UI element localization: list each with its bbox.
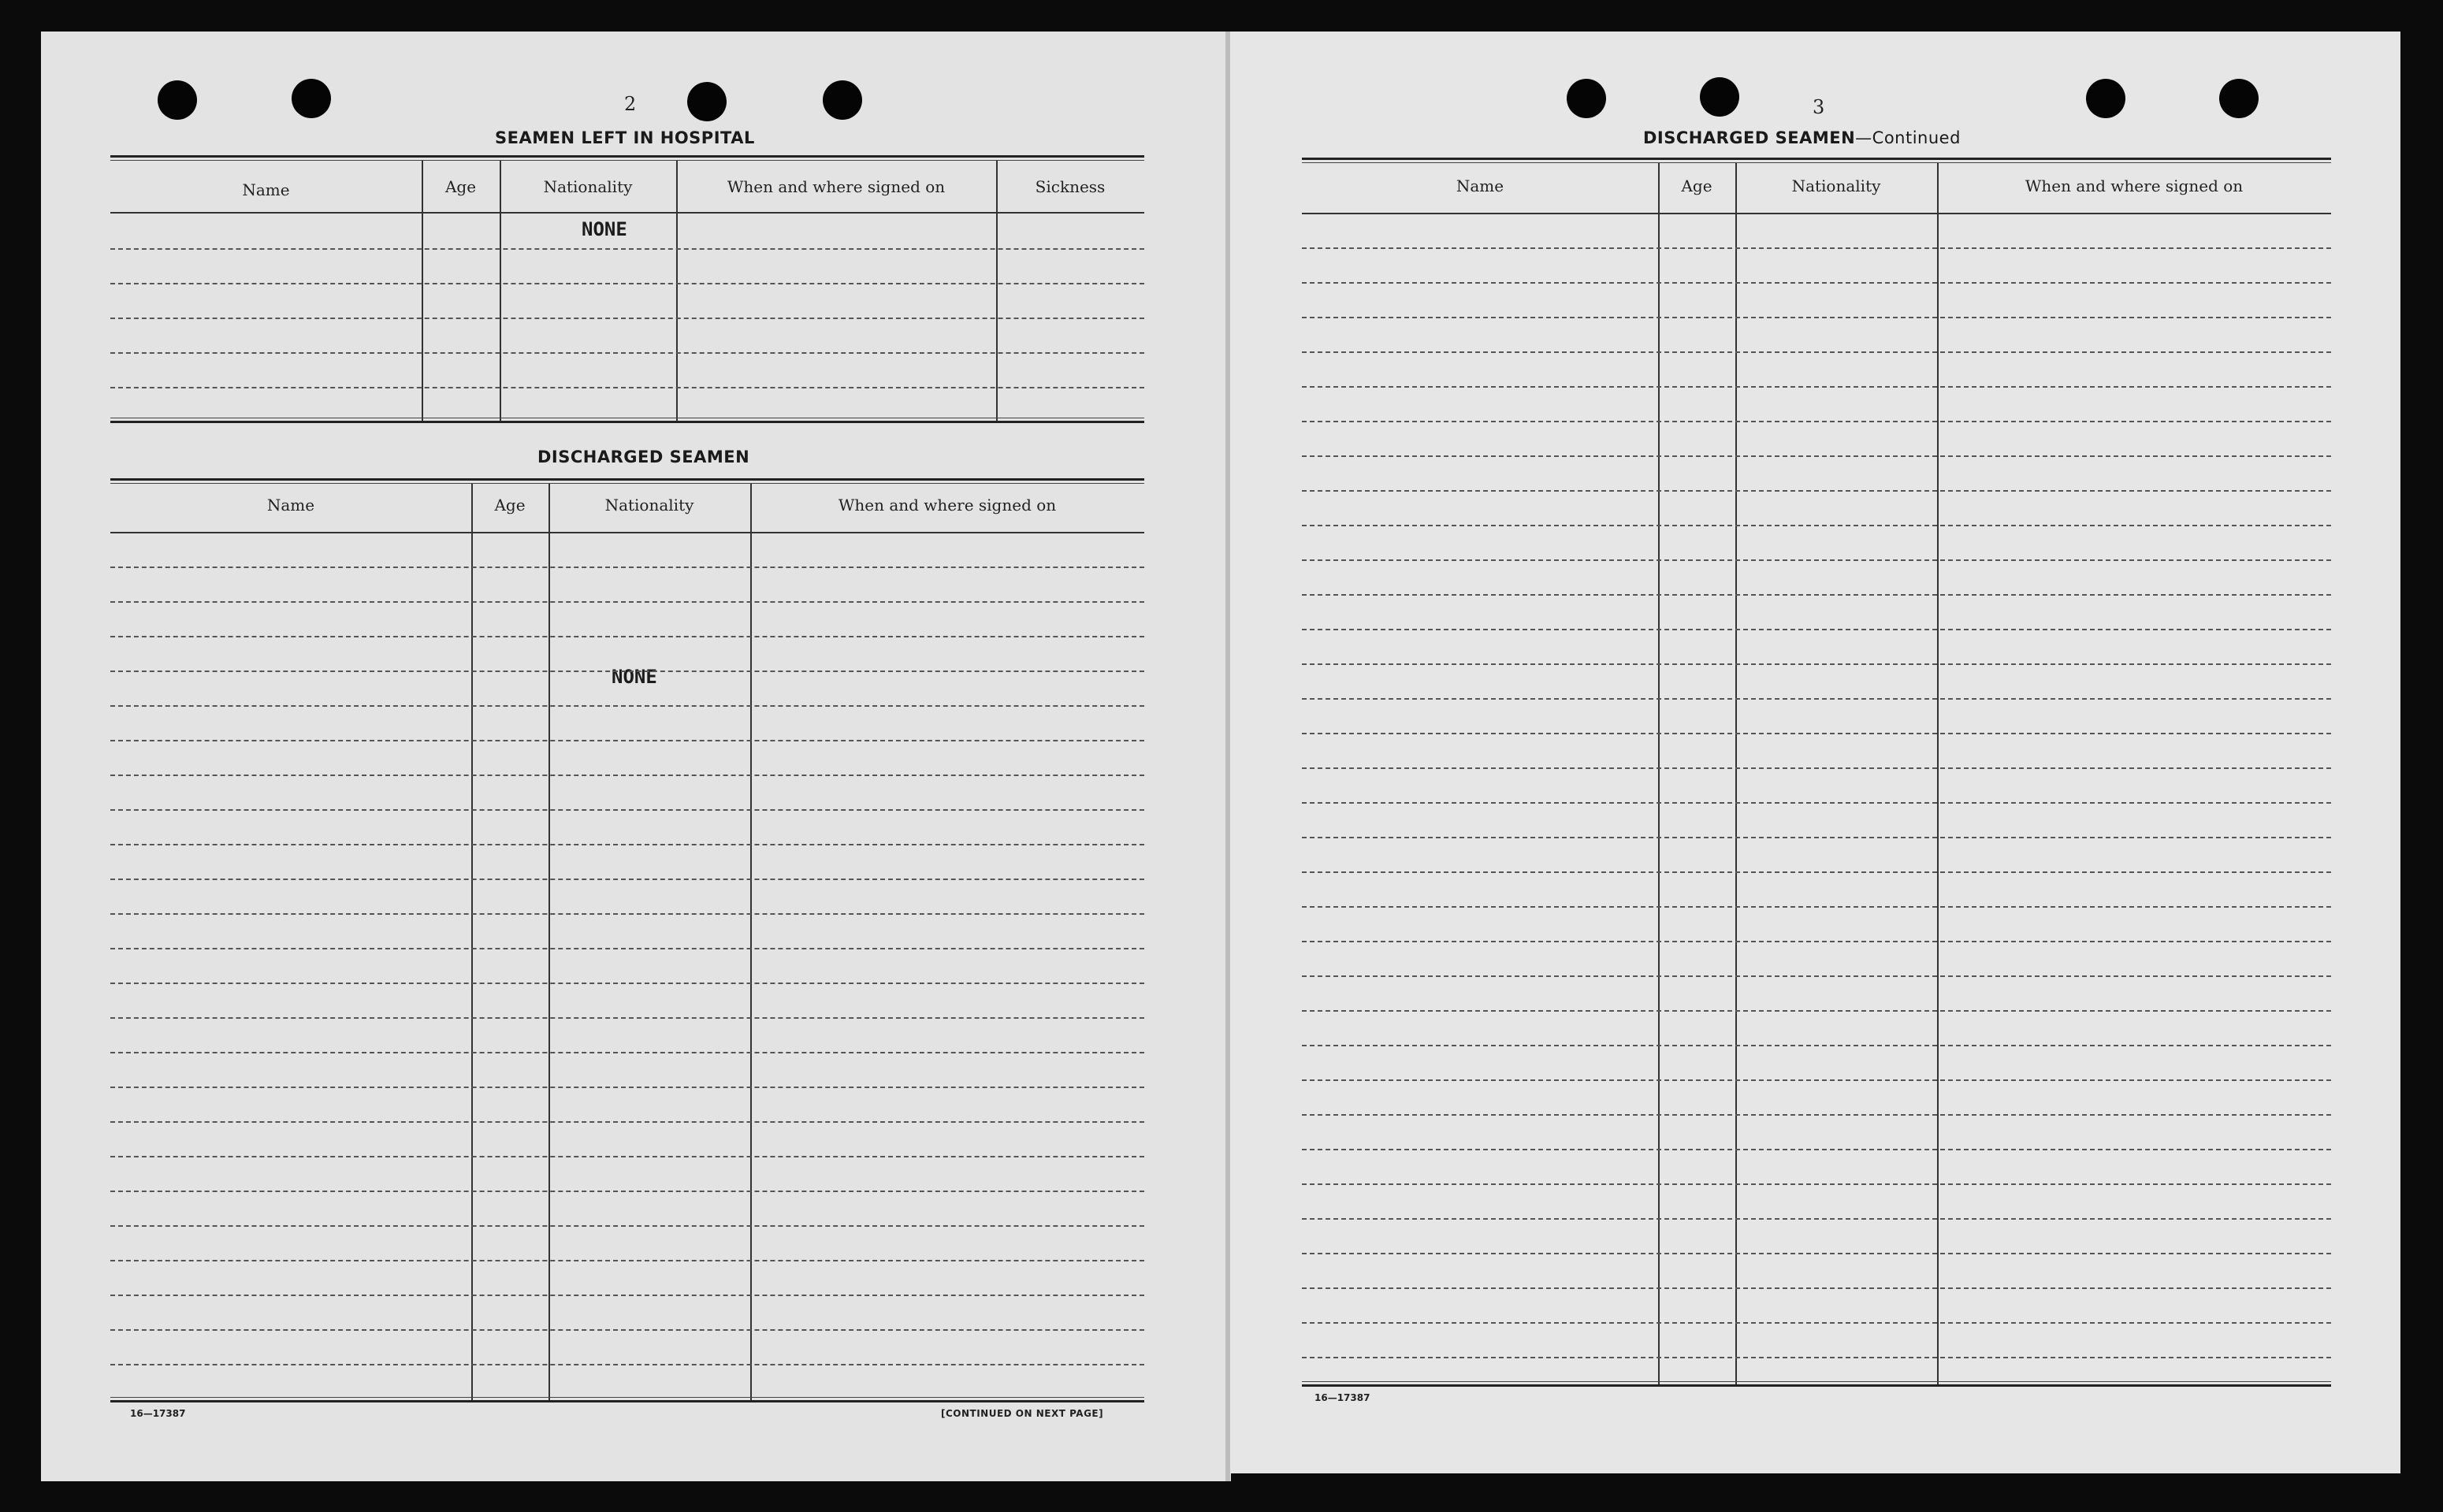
table-row <box>1302 1357 2331 1358</box>
table-row <box>1302 1322 2331 1324</box>
column-header-nationality: Nationality <box>604 496 694 515</box>
table-row <box>110 283 1144 284</box>
table-row <box>110 913 1144 915</box>
section-title-main: DISCHARGED SEAMEN <box>1643 128 1856 147</box>
table-row <box>110 1364 1144 1365</box>
table-row <box>1302 351 2331 353</box>
column-divider <box>471 484 473 1402</box>
continued-note: [CONTINUED ON NEXT PAGE] <box>941 1408 1104 1419</box>
page-number: 2 <box>624 93 637 115</box>
column-header-signed-on: When and where signed on <box>838 496 1057 515</box>
table-top-rule <box>1302 158 2331 163</box>
table-row <box>1302 594 2331 596</box>
discharged-table <box>110 478 1144 1402</box>
column-header-name: Name <box>266 496 315 515</box>
hospital-table <box>110 155 1144 423</box>
table-row <box>110 601 1144 603</box>
table-bottom-rule <box>110 1397 1144 1402</box>
table-row <box>110 567 1144 568</box>
table-row <box>110 387 1144 388</box>
table-row <box>1302 663 2331 665</box>
column-divider <box>676 161 678 423</box>
table-row <box>1302 1045 2331 1046</box>
table-row <box>1302 802 2331 804</box>
table-row <box>1302 1287 2331 1289</box>
section-title-suffix: —Continued <box>1855 128 1961 147</box>
table-row <box>1302 1183 2331 1185</box>
table-row <box>1302 1149 2331 1150</box>
header-rule <box>110 532 1144 533</box>
punch-hole <box>687 82 727 121</box>
section-title-hospital: SEAMEN LEFT IN HOSPITAL <box>495 128 755 147</box>
table-row <box>110 671 1144 672</box>
column-header-signed-on: When and where signed on <box>2025 176 2244 195</box>
column-divider <box>422 161 423 423</box>
column-header-name: Name <box>242 180 290 199</box>
page-gutter <box>1225 32 1230 1481</box>
column-header-age: Age <box>444 177 477 196</box>
column-header-age: Age <box>494 496 526 515</box>
table-row <box>110 844 1144 845</box>
table-row <box>110 318 1144 319</box>
discharged-continued-table <box>1302 158 2331 1387</box>
table-row <box>1302 837 2331 838</box>
section-title-discharged-continued <box>1643 128 1961 147</box>
table-row <box>1302 1010 2331 1012</box>
table-row <box>1302 733 2331 734</box>
table-top-rule <box>110 155 1144 161</box>
header-rule <box>1302 213 2331 214</box>
table-row <box>1302 317 2331 318</box>
table-row <box>1302 975 2331 977</box>
table-row <box>110 705 1144 707</box>
nationality-entry: NONE <box>582 218 627 240</box>
column-divider <box>1658 163 1660 1387</box>
table-row <box>110 1087 1144 1088</box>
column-divider <box>1937 163 1939 1387</box>
punch-hole <box>1700 77 1739 117</box>
table-row <box>110 636 1144 637</box>
form-number: 16—17387 <box>130 1408 186 1419</box>
table-row <box>110 1156 1144 1157</box>
table-row <box>1302 455 2331 457</box>
table-row <box>1302 559 2331 561</box>
column-header-nationality: Nationality <box>1791 176 1881 195</box>
table-row <box>110 1191 1144 1192</box>
table-row <box>110 740 1144 741</box>
table-row <box>1302 386 2331 388</box>
table-row <box>110 809 1144 811</box>
table-row <box>110 775 1144 776</box>
table-row <box>1302 941 2331 942</box>
table-row <box>110 1329 1144 1331</box>
page-number: 3 <box>1813 96 1825 118</box>
table-row <box>110 983 1144 984</box>
table-row <box>1302 1079 2331 1081</box>
punch-hole <box>2219 79 2259 118</box>
table-row <box>1302 1253 2331 1254</box>
table-row <box>110 1295 1144 1296</box>
table-row <box>110 352 1144 354</box>
column-header-nationality: Nationality <box>543 177 633 196</box>
nationality-entry: NONE <box>612 666 657 688</box>
table-top-rule <box>110 478 1144 484</box>
table-row <box>110 1260 1144 1261</box>
table-row <box>1302 247 2331 249</box>
table-row <box>1302 767 2331 769</box>
column-header-signed-on: When and where signed on <box>727 177 946 196</box>
table-row <box>1302 871 2331 873</box>
form-number: 16—17387 <box>1314 1392 1370 1403</box>
column-header-sickness: Sickness <box>1035 177 1106 196</box>
table-row <box>1302 698 2331 700</box>
table-row <box>110 248 1144 250</box>
table-row <box>1302 906 2331 908</box>
table-row <box>1302 525 2331 526</box>
table-row <box>1302 629 2331 630</box>
table-row <box>1302 421 2331 422</box>
table-row <box>110 1225 1144 1227</box>
column-header-age: Age <box>1681 176 1712 195</box>
table-row <box>1302 282 2331 284</box>
column-divider <box>548 484 550 1402</box>
table-row <box>1302 490 2331 492</box>
table-row <box>110 1017 1144 1019</box>
table-row <box>110 1052 1144 1053</box>
section-title-discharged: DISCHARGED SEAMEN <box>537 448 750 466</box>
punch-hole <box>292 79 331 118</box>
header-rule <box>110 212 1144 214</box>
table-bottom-rule <box>1302 1381 2331 1387</box>
column-divider <box>500 161 501 423</box>
table-row <box>110 948 1144 949</box>
column-divider <box>996 161 998 423</box>
table-row <box>1302 1114 2331 1116</box>
column-header-name: Name <box>1456 176 1504 195</box>
table-row <box>110 1121 1144 1123</box>
punch-hole <box>2086 79 2125 118</box>
table-bottom-rule <box>110 418 1144 423</box>
punch-hole <box>1567 79 1606 118</box>
punch-hole <box>158 80 197 120</box>
column-divider <box>750 484 752 1402</box>
table-row <box>1302 1218 2331 1220</box>
column-divider <box>1735 163 1737 1387</box>
table-row <box>110 879 1144 880</box>
punch-hole <box>823 80 862 120</box>
